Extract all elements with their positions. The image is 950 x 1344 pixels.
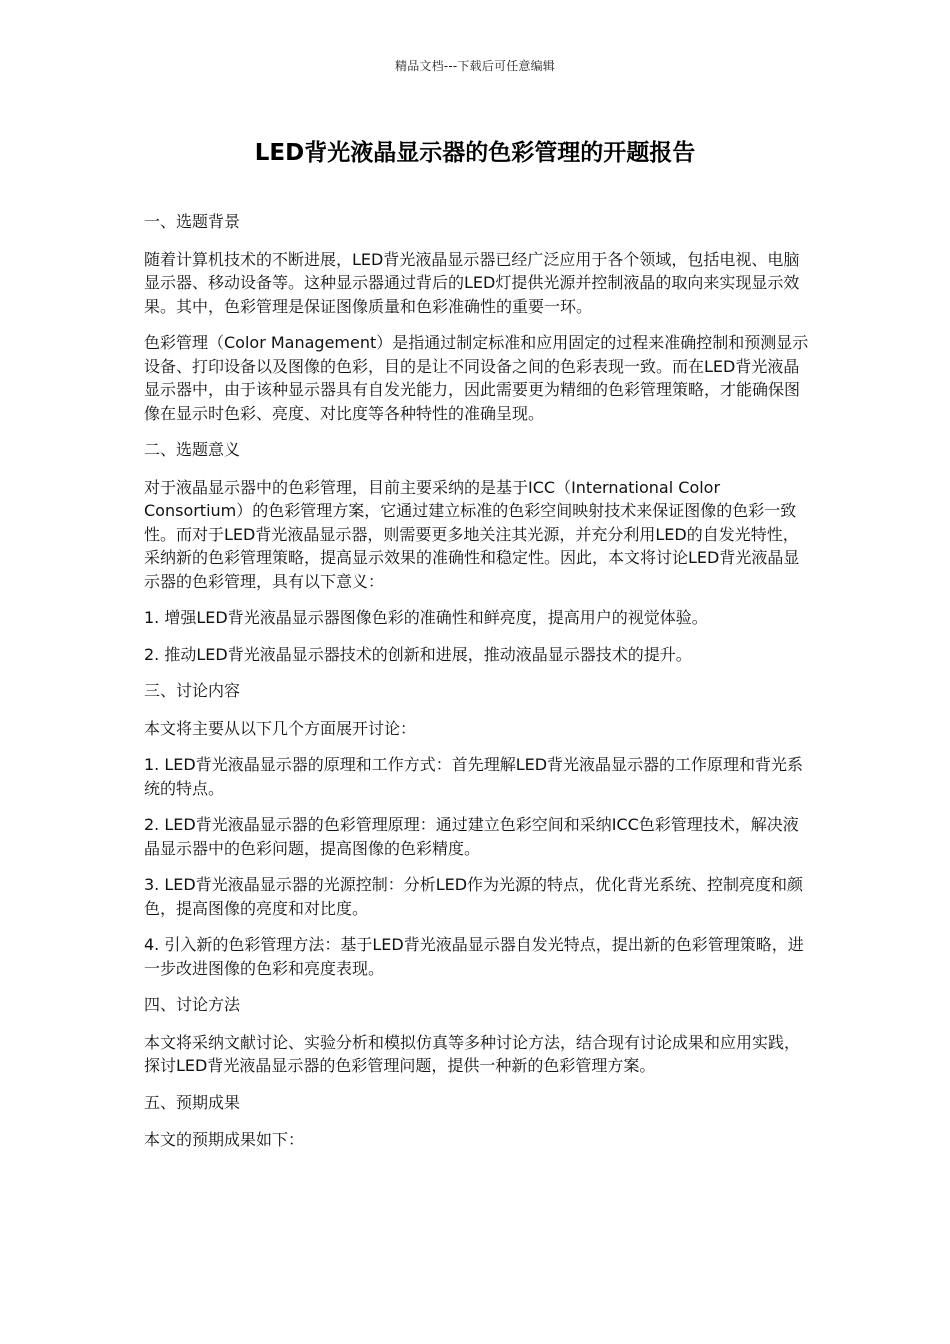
section-heading-background: 一、选题背景: [144, 212, 241, 231]
page-header-note: 精品文档---下载后可任意编辑: [395, 59, 555, 73]
list-item: 3. LED背光液晶显示器的光源控制：分析LED作为光源的特点，优化背光系统、控制亮度和颜色，提高图像的亮度和对比度。: [144, 875, 804, 918]
section-heading-outcomes: 五、预期成果: [144, 1092, 241, 1112]
list-item: 2. LED背光液晶显示器的色彩管理原理：通过建立色彩空间和采纳ICC色彩管理技术，解决液晶显示器中的色彩问题，提高图像的色彩精度。: [144, 815, 799, 858]
list-item: 2. 推动LED背光液晶显示器技术的创新和进展，推动液晶显示器技术的提升。: [144, 644, 692, 664]
section-heading-significance: 二、选题意义: [144, 440, 241, 459]
paragraph: 色彩管理（Color Management）是指通过制定标准和应用固定的过程来准确控制和预测显示设备、打印设备以及图像的色彩，目的是让不同设备之间的色彩表现一致。而在LED背光液晶显示器中，由于该种显示器具有自发光能力，因此需要更为精细的色彩管理策略，才能确保图像在显示时色彩、亮度、对比度等各种特性的准确呈现。: [144, 333, 809, 423]
paragraph: 随着计算机技术的不断进展，LED背光液晶显示器已经广泛应用于各个领域，包括电视、电脑显示器、移动设备等。这种显示器通过背后的LED灯提供光源并控制液晶的取向来实现显示效果。其中，色彩管理是保证图像质量和色彩准确性的重要一环。: [144, 249, 800, 316]
document-body: [144, 210, 814, 1165]
paragraph: 本文将采纳文献讨论、实验分析和模拟仿真等多种讨论方法，结合现有讨论成果和应用实践，探讨LED背光液晶显示器的色彩管理问题，提供一种新的色彩管理方案。: [144, 1032, 801, 1075]
section-heading-content: 三、讨论内容: [144, 681, 241, 700]
paragraph: 本文将主要从以下几个方面展开讨论：: [144, 718, 417, 738]
section-heading-methods: 四、讨论方法: [144, 995, 241, 1014]
list-item: 1. LED背光液晶显示器的原理和工作方式：首先理解LED背光液晶显示器的工作原理和背光系统的特点。: [144, 755, 804, 798]
document-title: LED背光液晶显示器的色彩管理的开题报告: [254, 140, 696, 166]
paragraph: 本文的预期成果如下：: [144, 1130, 305, 1149]
list-item: 1. 增强LED背光液晶显示器图像色彩的准确性和鲜亮度，提高用户的视觉体验。: [144, 608, 708, 627]
list-item: 4. 引入新的色彩管理方法：基于LED背光液晶显示器自发光特点，提出新的色彩管理策略，进一步改进图像的色彩和亮度表现。: [144, 935, 804, 978]
paragraph: 对于液晶显示器中的色彩管理，目前主要采纳的是基于ICC（International Color Consortium）的色彩管理方案，它通过建立标准的色彩空间映射技术来保证图像的色彩一致性。而对于LED背光液晶显示器，则需要更多地关注其光源，并充分利用LED的自发光特性，采纳新的色彩管理策略，提高显示效果的准确性和稳定性。因此，本文将讨论LED背光液晶显示器的色彩管理，具有以下意义：: [144, 477, 800, 591]
